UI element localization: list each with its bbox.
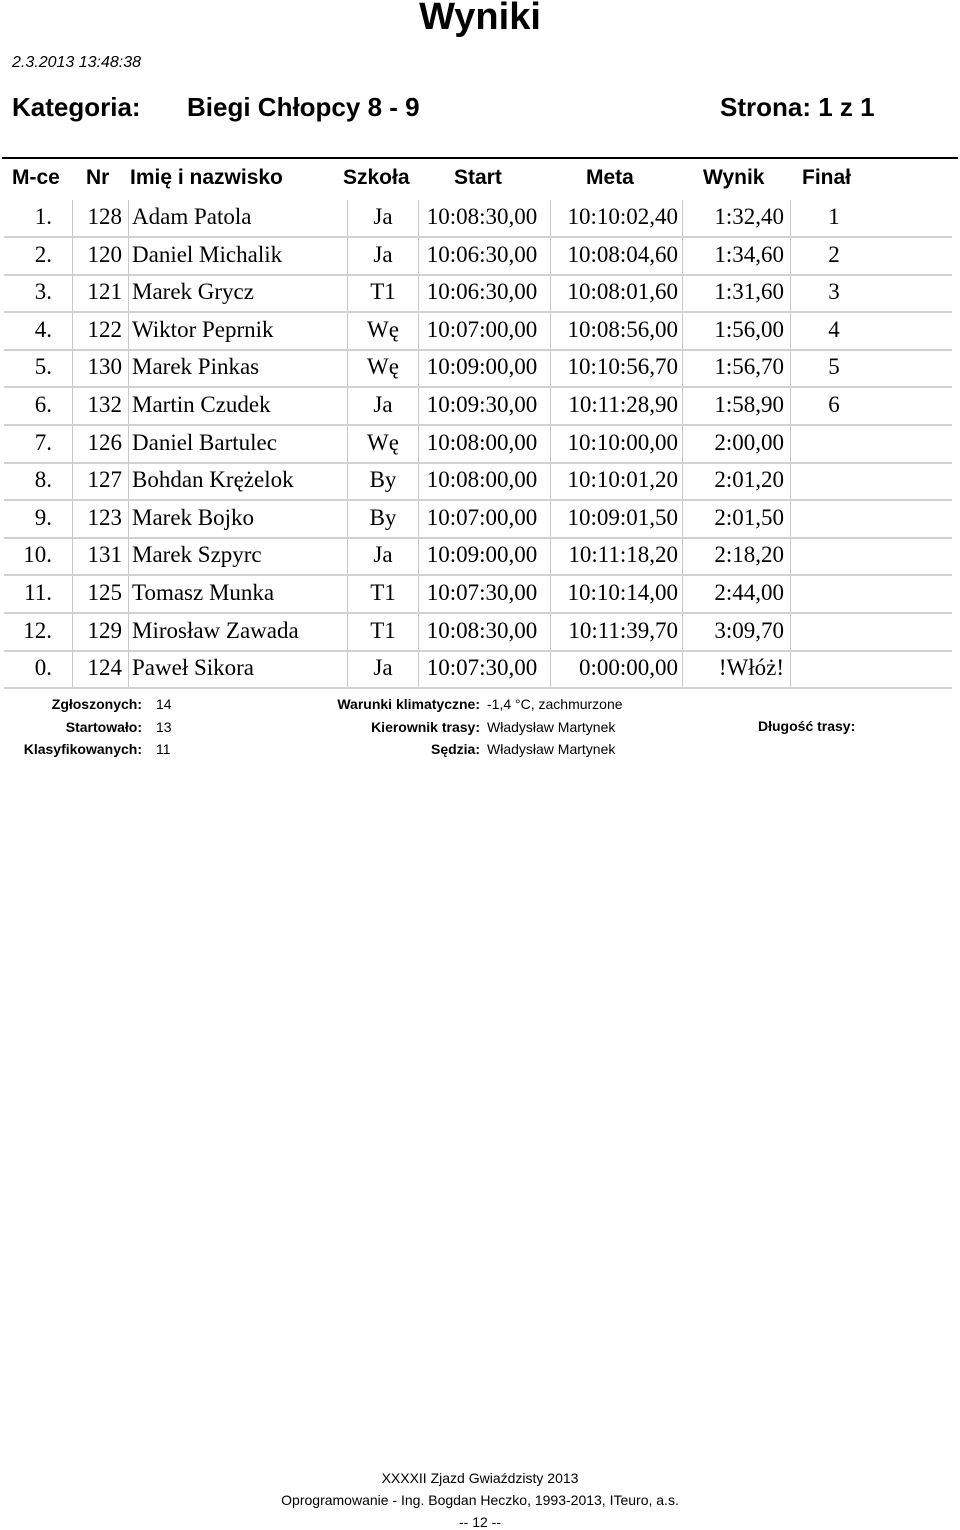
cell-place: 1. xyxy=(34,204,52,229)
page-info: Strona: 1 z 1 xyxy=(720,92,875,122)
cell-school: Wę xyxy=(367,316,399,342)
column-separator xyxy=(682,501,683,539)
cell-result: 1:32,40 xyxy=(714,204,784,229)
cell-final: 3 xyxy=(828,279,840,305)
column-separator xyxy=(550,350,551,388)
column-separator xyxy=(347,313,348,351)
column-separator xyxy=(418,501,419,539)
column-separator xyxy=(682,313,683,351)
column-separator xyxy=(790,275,791,313)
header-place: M-ce xyxy=(12,166,60,189)
cell-name: Mirosław Zawada xyxy=(132,617,299,643)
judge-value: Władysław Martynek xyxy=(487,741,616,757)
table-row xyxy=(4,238,952,276)
column-separator xyxy=(72,501,73,539)
column-separator xyxy=(347,651,348,689)
column-separator xyxy=(72,538,73,576)
cell-place: 6. xyxy=(34,392,52,417)
cell-place: 9. xyxy=(34,504,52,530)
column-separator xyxy=(347,200,348,238)
column-separator xyxy=(128,576,129,614)
cell-school: T1 xyxy=(370,279,396,305)
course-length-label: Długość trasy: xyxy=(758,718,856,734)
column-separator xyxy=(550,238,551,276)
column-separator xyxy=(72,388,73,426)
column-separator xyxy=(790,538,791,576)
cell-nr: 130 xyxy=(87,354,122,380)
cell-name: Marek Bojko xyxy=(132,504,255,530)
column-separator xyxy=(790,313,791,351)
column-separator xyxy=(72,275,73,313)
cell-result: 1:34,60 xyxy=(714,241,784,267)
column-separator xyxy=(418,313,419,351)
column-separator xyxy=(550,538,551,576)
cell-result: 3:09,70 xyxy=(714,617,784,643)
cell-name: Marek Szpyrc xyxy=(132,542,262,568)
started-value: 13 xyxy=(156,719,172,735)
weather-value: -1,4 °C, zachmurzone xyxy=(487,696,623,712)
cell-start: 10:07:30,00 xyxy=(426,580,538,605)
cell-school: By xyxy=(369,504,397,530)
column-separator xyxy=(550,313,551,351)
print-datetime: 2.3.2013 13:48:38 xyxy=(12,54,142,71)
cell-finish: 10:10:02,40 xyxy=(567,204,678,229)
cell-nr: 124 xyxy=(87,655,122,681)
judge-label: Sędzia: xyxy=(430,741,480,757)
column-separator xyxy=(790,350,791,388)
cell-name: Marek Grycz xyxy=(132,279,254,305)
cell-start: 10:08:30,00 xyxy=(426,617,538,643)
column-separator xyxy=(128,275,129,313)
cell-finish: 10:08:01,60 xyxy=(567,279,678,305)
table-row xyxy=(4,200,952,238)
cell-name: Paweł Sikora xyxy=(132,655,255,681)
column-separator xyxy=(550,651,551,689)
cell-nr: 131 xyxy=(87,542,122,568)
header-school: Szkoła xyxy=(343,166,410,189)
cell-start: 10:06:30,00 xyxy=(426,241,538,267)
cell-name: Tomasz Munka xyxy=(132,580,275,605)
registered-value: 14 xyxy=(156,696,172,712)
cell-place: 12. xyxy=(23,617,52,643)
cell-final: 1 xyxy=(828,204,840,229)
cell-finish: 10:08:56,00 xyxy=(567,316,678,342)
course-manager-label: Kierownik trasy: xyxy=(371,719,480,735)
column-separator xyxy=(682,651,683,689)
cell-result: 2:44,00 xyxy=(714,580,784,605)
header-finish: Meta xyxy=(586,166,634,189)
column-separator xyxy=(128,238,129,276)
cell-start: 10:08:30,00 xyxy=(426,204,538,229)
column-separator xyxy=(550,501,551,539)
cell-nr: 129 xyxy=(87,617,122,643)
column-separator xyxy=(550,388,551,426)
column-separator xyxy=(347,614,348,652)
column-separator xyxy=(682,426,683,464)
event-name: XXXXII Zjazd Gwiaździsty 2013 xyxy=(381,1470,579,1486)
cell-name: Daniel Michalik xyxy=(132,241,283,267)
column-separator xyxy=(682,350,683,388)
cell-school: Ja xyxy=(373,542,393,568)
cell-start: 10:08:00,00 xyxy=(426,467,538,493)
column-separator xyxy=(418,200,419,238)
cell-school: T1 xyxy=(370,580,396,605)
cell-finish: 10:10:14,00 xyxy=(567,580,678,605)
column-separator xyxy=(682,614,683,652)
column-separator xyxy=(128,388,129,426)
cell-result: 2:00,00 xyxy=(714,429,784,455)
cell-finish: 10:10:01,20 xyxy=(567,467,678,493)
column-separator xyxy=(790,576,791,614)
column-separator xyxy=(72,238,73,276)
column-separator xyxy=(72,200,73,238)
cell-place: 10. xyxy=(23,542,52,568)
cell-finish: 10:10:56,70 xyxy=(567,354,678,380)
cell-school: Ja xyxy=(373,241,393,267)
header-rule xyxy=(2,157,958,159)
cell-start: 10:07:00,00 xyxy=(426,504,538,530)
classified-label: Klasyfikowanych: xyxy=(23,741,142,757)
cell-result: 1:56,00 xyxy=(714,316,784,342)
column-separator xyxy=(347,275,348,313)
cell-start: 10:09:00,00 xyxy=(426,354,538,380)
column-separator xyxy=(128,426,129,464)
cell-name: Marek Pinkas xyxy=(132,354,260,380)
cell-finish: 10:11:18,20 xyxy=(568,542,678,568)
column-separator xyxy=(418,463,419,501)
cell-nr: 125 xyxy=(87,580,122,605)
cell-start: 10:09:30,00 xyxy=(426,392,538,417)
column-separator xyxy=(347,576,348,614)
column-separator xyxy=(550,576,551,614)
column-separator xyxy=(418,350,419,388)
column-separator xyxy=(790,614,791,652)
cell-nr: 127 xyxy=(87,467,122,493)
cell-place: 0. xyxy=(34,655,52,681)
cell-start: 10:06:30,00 xyxy=(426,279,538,305)
cell-place: 2. xyxy=(34,241,52,267)
cell-result: !Włóż! xyxy=(718,655,784,681)
column-separator xyxy=(418,275,419,313)
table-row xyxy=(4,388,952,426)
column-separator xyxy=(72,614,73,652)
table-row xyxy=(4,313,952,351)
cell-result: 2:01,50 xyxy=(714,504,784,530)
cell-final: 2 xyxy=(828,241,840,267)
column-separator xyxy=(790,501,791,539)
column-separator xyxy=(72,463,73,501)
cell-place: 3. xyxy=(34,279,52,305)
column-separator xyxy=(682,200,683,238)
column-separator xyxy=(550,614,551,652)
cell-school: Wę xyxy=(367,354,399,380)
column-separator xyxy=(550,275,551,313)
cell-start: 10:08:00,00 xyxy=(426,429,538,455)
column-separator xyxy=(682,576,683,614)
cell-place: 5. xyxy=(34,354,52,380)
column-separator xyxy=(682,538,683,576)
column-separator xyxy=(682,463,683,501)
header-final: Finał xyxy=(802,166,852,189)
column-separator xyxy=(550,463,551,501)
table-row xyxy=(4,501,952,539)
category-label: Kategoria: xyxy=(12,92,141,122)
cell-place: 4. xyxy=(34,316,52,342)
table-row xyxy=(4,651,952,689)
column-separator xyxy=(790,388,791,426)
column-separator xyxy=(682,275,683,313)
cell-start: 10:07:00,00 xyxy=(426,316,538,342)
column-separator xyxy=(790,426,791,464)
header-start: Start xyxy=(454,166,502,189)
cell-finish: 10:08:04,60 xyxy=(567,241,678,267)
page-number: -- 12 -- xyxy=(459,1514,501,1530)
cell-start: 10:07:30,00 xyxy=(426,655,538,681)
page-title: Wyniki xyxy=(419,0,541,38)
cell-name: Wiktor Peprnik xyxy=(132,316,274,342)
started-label: Startowało: xyxy=(65,719,142,735)
cell-place: 8. xyxy=(34,467,52,493)
cell-result: 1:31,60 xyxy=(714,279,784,305)
column-separator xyxy=(347,426,348,464)
cell-result: 1:56,70 xyxy=(714,354,784,380)
cell-final: 5 xyxy=(828,354,840,380)
weather-label: Warunki klimatyczne: xyxy=(337,696,480,712)
cell-finish: 10:11:28,90 xyxy=(568,392,678,417)
cell-finish: 10:09:01,50 xyxy=(567,504,678,530)
cell-place: 7. xyxy=(34,429,52,455)
column-separator xyxy=(72,576,73,614)
column-separator xyxy=(682,388,683,426)
column-separator xyxy=(72,651,73,689)
column-separator xyxy=(347,501,348,539)
course-manager-value: Władysław Martynek xyxy=(487,719,616,735)
column-separator xyxy=(790,200,791,238)
cell-name: Martin Czudek xyxy=(132,392,271,417)
cell-result: 2:18,20 xyxy=(714,542,784,568)
column-separator xyxy=(418,614,419,652)
column-separator xyxy=(72,350,73,388)
table-row xyxy=(4,576,952,614)
column-separator xyxy=(418,538,419,576)
table-row xyxy=(4,614,952,652)
cell-nr: 132 xyxy=(87,392,122,417)
cell-school: T1 xyxy=(370,617,396,643)
classified-value: 11 xyxy=(156,741,171,757)
cell-nr: 126 xyxy=(87,429,122,455)
column-separator xyxy=(128,501,129,539)
column-separator xyxy=(682,238,683,276)
column-separator xyxy=(72,313,73,351)
column-separator xyxy=(418,426,419,464)
cell-place: 11. xyxy=(24,580,52,605)
column-separator xyxy=(790,651,791,689)
cell-nr: 123 xyxy=(87,504,122,530)
column-separator xyxy=(550,426,551,464)
column-separator xyxy=(128,614,129,652)
column-separator xyxy=(550,200,551,238)
cell-name: Adam Patola xyxy=(132,204,252,229)
cell-nr: 121 xyxy=(87,279,122,305)
cell-finish: 10:11:39,70 xyxy=(568,617,678,643)
table-row xyxy=(4,463,952,501)
column-separator xyxy=(347,388,348,426)
column-separator xyxy=(418,651,419,689)
column-separator xyxy=(347,538,348,576)
cell-finish: 0:00:00,00 xyxy=(578,655,678,681)
column-separator xyxy=(790,463,791,501)
cell-school: Ja xyxy=(373,204,393,229)
cell-final: 4 xyxy=(828,316,840,342)
header-result: Wynik xyxy=(703,166,765,189)
column-separator xyxy=(128,538,129,576)
cell-school: Ja xyxy=(373,392,393,417)
cell-start: 10:09:00,00 xyxy=(426,542,538,568)
cell-finish: 10:10:00,00 xyxy=(567,429,678,455)
header-nr: Nr xyxy=(86,166,110,189)
cell-school: Ja xyxy=(373,655,393,681)
header-name: Imię i nazwisko xyxy=(130,166,283,189)
table-row xyxy=(4,538,952,576)
cell-result: 1:58,90 xyxy=(714,392,784,417)
cell-final: 6 xyxy=(828,392,840,417)
table-row xyxy=(4,275,952,313)
cell-name: Bohdan Krężelok xyxy=(132,467,294,493)
software-credit: Oprogramowanie - Ing. Bogdan Heczko, 1993-2013, ITeuro, a.s. xyxy=(281,1492,679,1508)
column-separator xyxy=(790,238,791,276)
column-separator xyxy=(347,350,348,388)
column-separator xyxy=(128,200,129,238)
column-separator xyxy=(128,463,129,501)
cell-nr: 122 xyxy=(87,316,122,342)
column-separator xyxy=(418,576,419,614)
column-separator xyxy=(347,238,348,276)
column-separator xyxy=(418,388,419,426)
cell-school: Wę xyxy=(367,429,399,455)
table-row xyxy=(4,426,952,464)
column-separator xyxy=(128,313,129,351)
cell-result: 2:01,20 xyxy=(714,467,784,493)
cell-school: By xyxy=(369,467,397,493)
cell-nr: 120 xyxy=(87,241,122,267)
row-divider xyxy=(4,687,952,689)
cell-name: Daniel Bartulec xyxy=(132,429,277,455)
category-value: Biegi Chłopcy 8 - 9 xyxy=(187,92,420,122)
column-separator xyxy=(72,426,73,464)
table-row xyxy=(4,350,952,388)
cell-nr: 128 xyxy=(87,204,122,229)
column-separator xyxy=(128,350,129,388)
column-separator xyxy=(128,651,129,689)
column-separator xyxy=(347,463,348,501)
registered-label: Zgłoszonych: xyxy=(51,696,142,712)
column-separator xyxy=(418,238,419,276)
